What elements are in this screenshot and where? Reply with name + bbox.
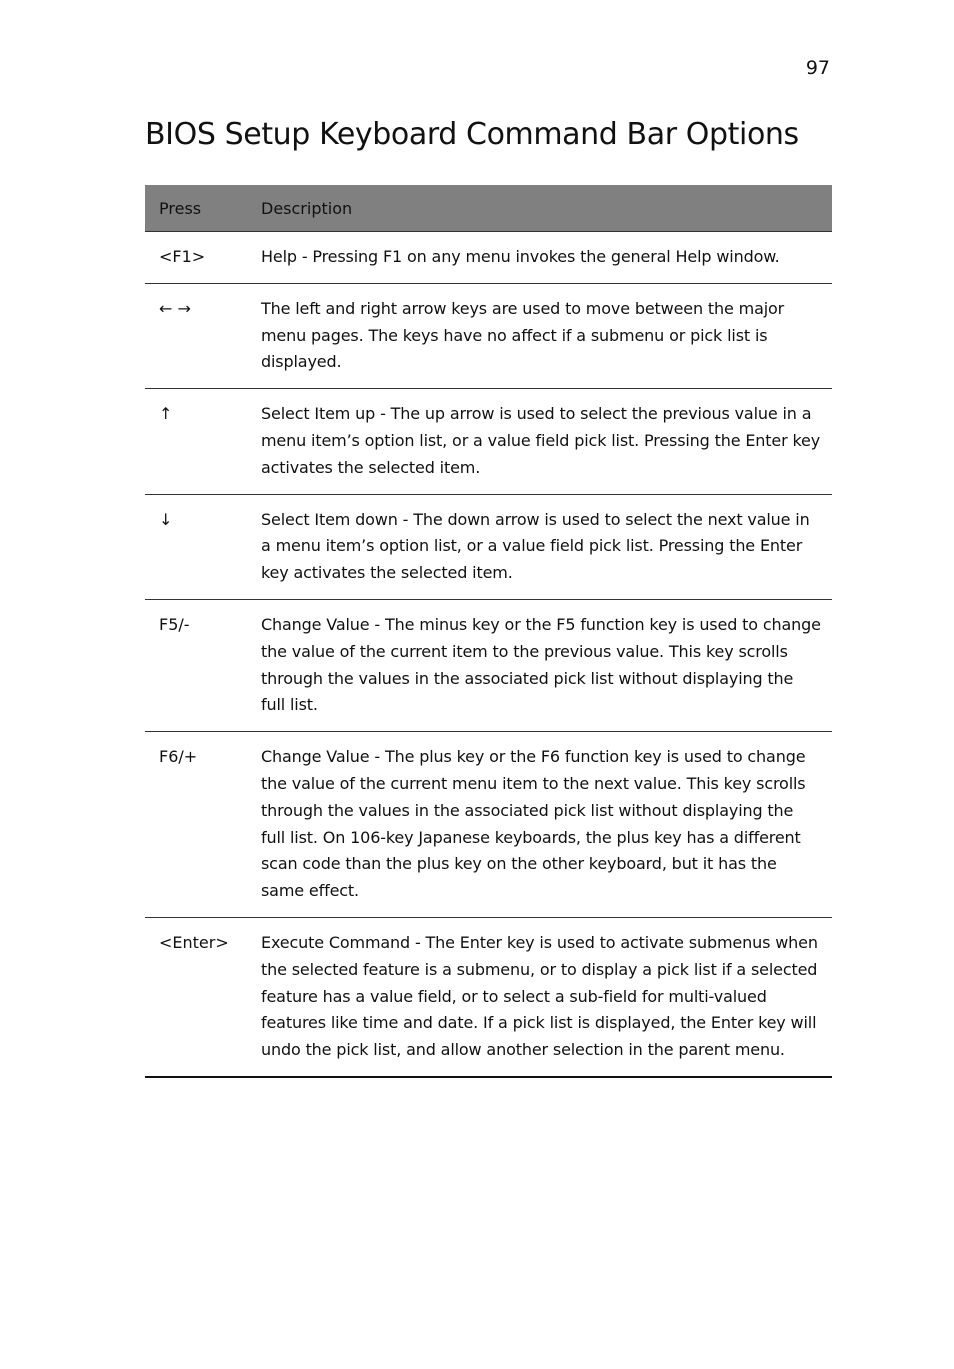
table-header-row — [145, 185, 832, 232]
table-row — [145, 599, 832, 731]
description-cell: The left and right arrow keys are used to move between the major menu pages. The keys have no affect if a submenu or pick list is displayed. — [247, 283, 832, 388]
key-cell: F5/- — [145, 599, 247, 731]
key-cell: ↑ — [145, 389, 247, 494]
column-header-press: Press — [145, 185, 247, 232]
key-cell: <F1> — [145, 232, 247, 284]
table-row — [145, 283, 832, 388]
column-header-description: Description — [247, 185, 832, 232]
description-cell: Help - Pressing F1 on any menu invokes the general Help window. — [247, 232, 832, 284]
description-cell: Select Item up - The up arrow is used to select the previous value in a menu item’s option list, or a value field pick list. Pressing the Enter key activates the selected item. — [247, 389, 832, 494]
table-body — [145, 232, 832, 1077]
table-row — [145, 732, 832, 918]
table-row — [145, 494, 832, 599]
page-number: 97 — [805, 57, 830, 79]
description-cell: Execute Command - The Enter key is used to activate submenus when the selected feature is a submenu, or to display a pick list if a selected feature has a value field, or to select a sub-field for multi-valued features like time and date. If a pick list is displayed, the Enter key will undo the pick list, and allow another selection in the parent menu. — [247, 917, 832, 1076]
description-cell: Change Value - The minus key or the F5 function key is used to change the value of the current item to the previous value. This key scrolls through the values in the associated pick list without displaying the full list. — [247, 599, 832, 731]
description-cell: Select Item down - The down arrow is used to select the next value in a menu item’s option list, or a value field pick list. Pressing the Enter key activates the selected item. — [247, 494, 832, 599]
table-header — [145, 185, 832, 232]
description-cell: Change Value - The plus key or the F6 function key is used to change the value of the current menu item to the next value. This key scrolls through the values in the associated pick list without displaying the full list. On 106-key Japanese keyboards, the plus key has a different scan code than the plus key on the other keyboard, but it has the same effect. — [247, 732, 832, 918]
key-cell: ↓ — [145, 494, 247, 599]
key-cell: ← → — [145, 283, 247, 388]
table-row — [145, 232, 832, 284]
page-title: BIOS Setup Keyboard Command Bar Options — [145, 117, 799, 152]
table-row — [145, 389, 832, 494]
keyboard-command-table — [145, 185, 832, 1078]
table-row — [145, 917, 832, 1076]
key-cell: <Enter> — [145, 917, 247, 1076]
key-cell: F6/+ — [145, 732, 247, 918]
